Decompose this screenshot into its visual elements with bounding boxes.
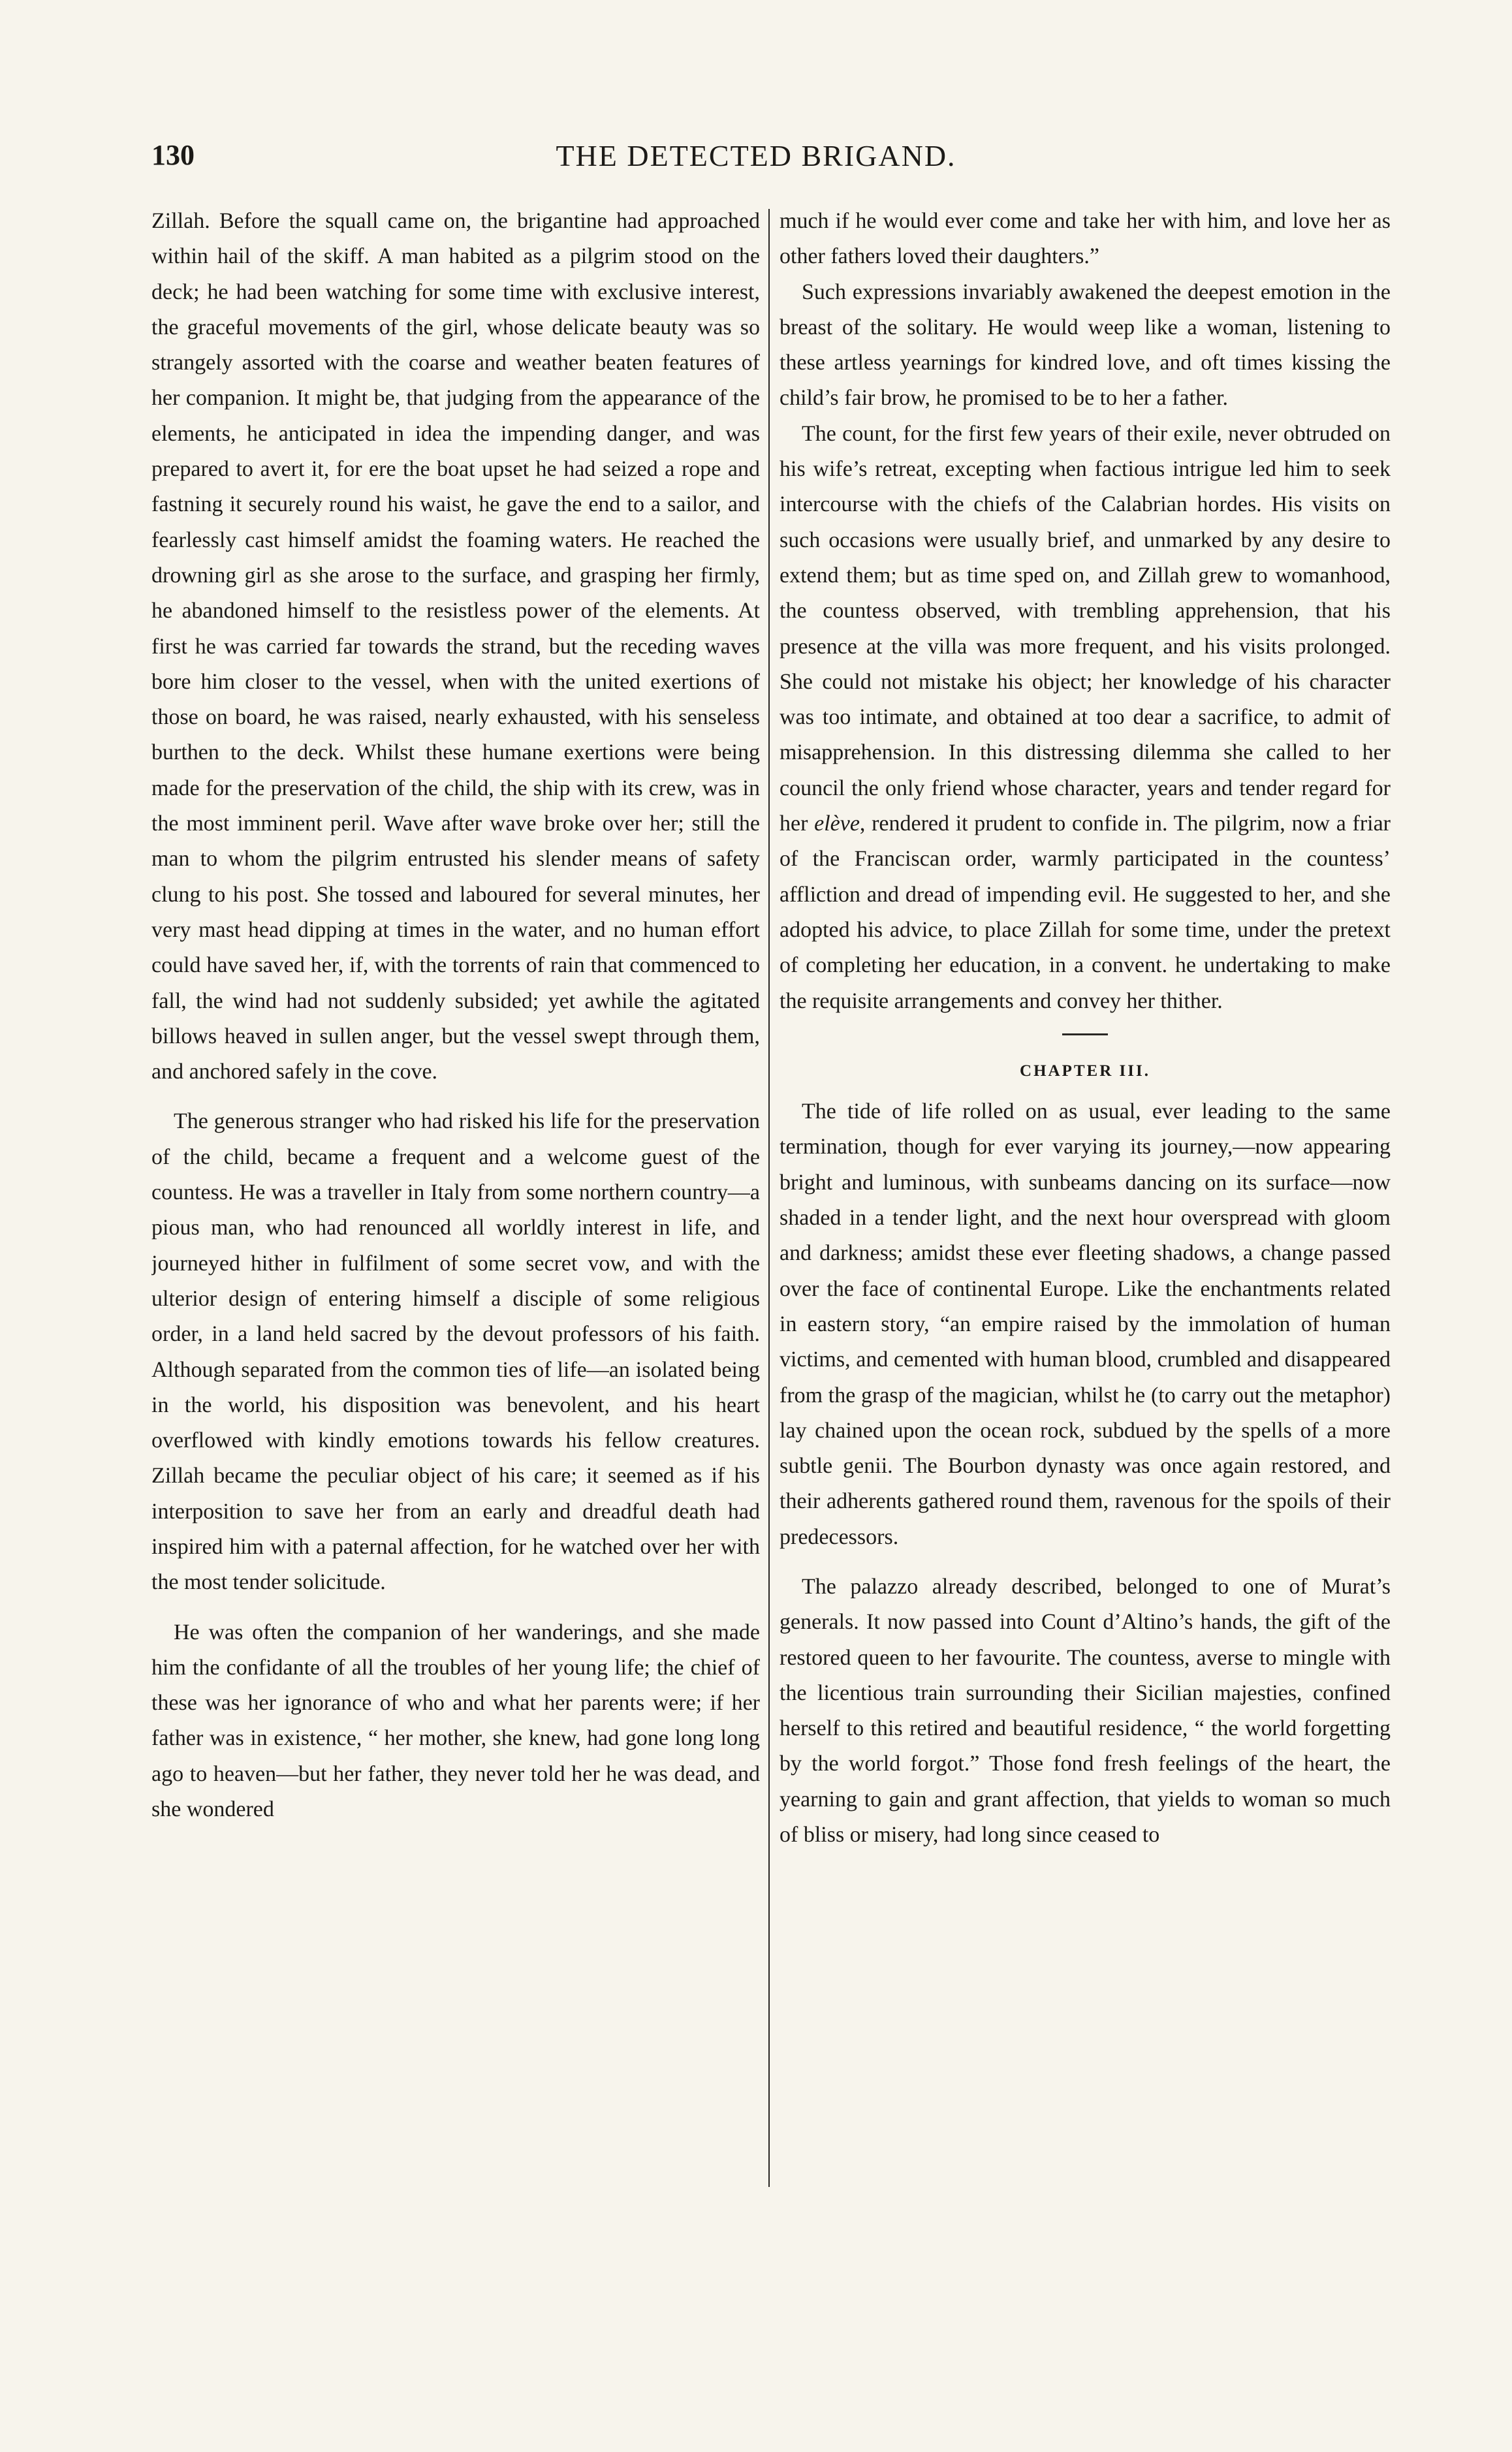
running-title: THE DETECTED BRIGAND.: [556, 139, 956, 172]
paragraph: [780, 417, 1391, 1019]
chapter-divider: [1062, 1033, 1108, 1035]
paragraph-text: , rendered it prudent to confide in. The pilgrim, now a friar of the Franciscan order, warmly participated in the countess’ affliction and dread of impending evil. He suggested to her, and she adopted his advice, to place Zillah for some time, under the pretext of completing her education, in a convent. he undertaking to make the requisite arrangements and convey her thither.: [780, 811, 1391, 1013]
paragraph: much if he would ever come and take her with him, and love her as other fathers loved their daughters.”: [780, 209, 1391, 269]
italic-word: elève: [814, 811, 860, 836]
left-column: [151, 204, 760, 2358]
page-number: 130: [151, 139, 195, 171]
paragraph: The generous stranger who had risked his life for the preservation of the child, became a frequent and a welcome guest of the countess. He was a traveller in Italy from some northern country—a pious man, who had renounced all worldly interest in life, and journeyed hither in fulfilment of some secret vow, and with the ulterior design of entering himself a disciple of some religious order, in a land held sacred by the devout professors of his faith. Although separated from the common ties of life—an isolated being in the world, his disposition was benevolent, and his heart overflowed with kindly emotions towards his fellow creatures. Zillah became the peculiar object of his care; it seemed as if his interposition to save her from an early and dreadful death had inspired him with a paternal affection, for he watched over her with the most tender solicitude.: [151, 1109, 760, 1595]
paragraph: Such expressions invariably awakened the deepest emotion in the breast of the solitary. He would weep like a woman, listening to these artless yearnings for kindred love, and oft times kissing the child’s fair brow, he promised to be to her a father.: [780, 279, 1391, 411]
paragraph: He was often the companion of her wanderings, and she made him the confidante of all the troubles of her young life; the chief of these was her ignorance of who and what her parents were; if her father was in existence, “ her mother, she knew, had gone long long ago to heaven—but her father, they never told her he was dead, and she wondered: [151, 1620, 760, 1822]
paragraph: The palazzo already described, belonged to one of Murat’s generals. It now passed into Count d’Altino’s hands, the gift of the restored queen to her favourite. The countess, averse to mingle with the licentious train surrounding their Sicilian majesties, confined herself to this retired and beautiful residence, “ the world forgetting by the world forgot.” Those fond fresh feelings of the heart, the yearning to gain and grant affection, that yields to woman so much of bliss or misery, had long since ceased to: [780, 1574, 1391, 1847]
column-divider: [768, 209, 770, 2187]
paragraph: Zillah. Before the squall came on, the brigantine had approached within hail of the skiff. A man habited as a pilgrim stood on the deck; he had been watching for some time with exclusive interest, the graceful movements of the girl, whose delicate beauty was so strangely assorted with the coarse and weather beaten features of her companion. It might be, that judging from the appearance of the elements, he anticipated in idea the impending danger, and was prepared to avert it, for ere the boat upset he had seized a rope and fastning it securely round his waist, he gave the end to a sailor, and fearlessly cast himself amidst the foaming waters. He reached the drowning girl as she arose to the surface, and grasping her firmly, he abandoned himself to the resistless power of the elements. At first he was carried far towards the strand, but the receding waves bore him closer to the vessel, when with the united exertions of those on board, he was raised, nearly exhausted, with his senseless burthen to the deck. Whilst these humane exertions were being made for the preservation of the child, the ship with its crew, was in the most imminent peril. Wave after wave broke over her; still the man to whom the pilgrim entrusted his slender means of safety clung to his post. She tossed and laboured for several minutes, her very mast head dipping at times in the water, and no human effort could have saved her, if, with the torrents of rain that commenced to fall, the wind had not suddenly subsided; yet awhile the agitated billows heaved in sullen anger, but the vessel swept through them, and anchored safely in the cove.: [151, 209, 760, 1084]
paragraph: The tide of life rolled on as usual, ever leading to the same termination, though for ever varying its journey,—now appearing bright and luminous, with sunbeams dancing on its surface—now shaded in a tender light, and the next hour overspread with gloom and darkness; amidst these ever fleeting shadows, a change passed over the face of continental Europe. Like the enchantments related in eastern story, “an empire raised by the immolation of human victims, and cemented with human blood, crumbled and disappeared from the grasp of the magician, whilst he (to carry out the metaphor) lay chained upon the ocean rock, subdued by the spells of a more subtle genii. The Bourbon dynasty was once again restored, and their adherents gathered round them, ravenous for the spoils of their predecessors.: [780, 1099, 1391, 1549]
paragraph-text: The count, for the first few years of their exile, never obtruded on his wife’s retreat, excepting when factious intrigue led him to seek intercourse with the chiefs of the Calabrian hordes. His visits on such occasions were usually brief, and unmarked by any desire to extend them; but as time sped on, and Zillah grew to womanhood, the countess observed, with trembling apprehension, that his presence at the villa was more frequent, and his visits prolonged. She could not mistake his object; her knowledge of his character was too intimate, and obtained at too dear a sacrifice, to admit of misapprehension. In this distressing dilemma she called to her council the only friend whose character, years and tender regard for her: [780, 421, 1391, 836]
right-column: [780, 204, 1391, 2358]
chapter-heading: CHAPTER III.: [1020, 1061, 1150, 1080]
